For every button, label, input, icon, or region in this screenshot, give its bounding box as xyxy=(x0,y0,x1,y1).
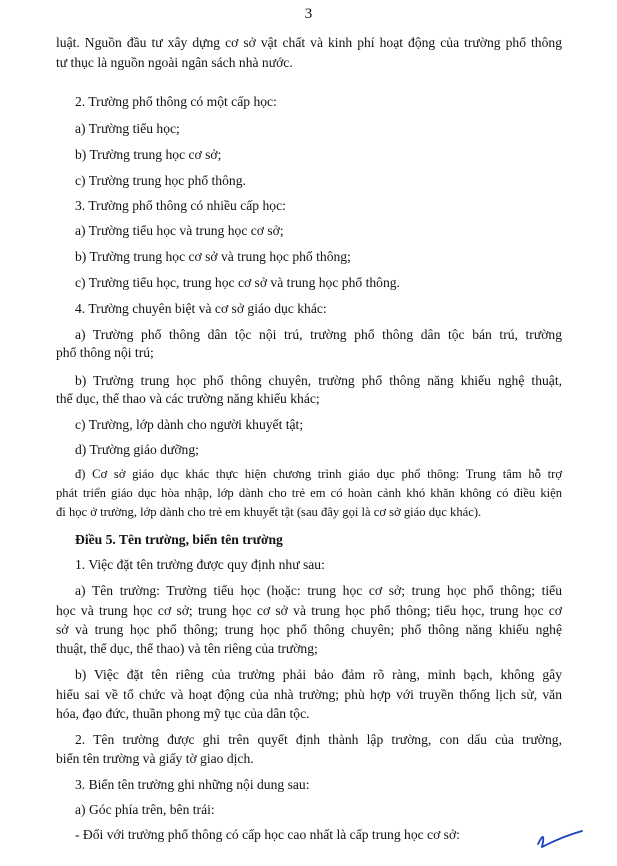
list-item: - Đối với trường phổ thông có cấp học cao nhất là cấp trung học cơ sở: xyxy=(75,827,460,842)
list-item: c) Trường, lớp dành cho người khuyết tật; xyxy=(75,417,304,432)
list-item: b) Trường trung học cơ sở và trung học phổ thông; xyxy=(75,249,351,264)
list-item: d) Trường giáo dưỡng; xyxy=(75,442,199,457)
paragraph-line: học và trung học cơ sở; trung học cơ sở và trung học phổ thông; tiểu học, trung học cơ xyxy=(56,603,562,618)
list-item: a) Góc phía trên, bên trái: xyxy=(75,802,215,817)
list-item: đ) Cơ sở giáo dục khác thực hiện chương trình giáo dục phổ thông: Trung tâm hỗ trợ xyxy=(75,467,562,481)
paragraph-line: tư thục là nguồn ngoài ngân sách nhà nước. xyxy=(56,55,293,70)
list-item: b) Trường trung học phổ thông chuyên, trường phổ thông năng khiếu nghệ thuật, xyxy=(75,373,562,388)
article-heading: Điều 5. Tên trường, biển tên trường xyxy=(75,532,283,547)
paragraph-line: hóa, đạo đức, thuần phong mỹ tục của dân tộc. xyxy=(56,706,310,721)
section-item: 2. Tên trường được ghi trên quyết định thành lập trường, con dấu của trường, xyxy=(75,732,562,747)
paragraph-line: phổ thông nội trú; xyxy=(56,345,154,360)
list-item: a) Trường tiểu học; xyxy=(75,121,180,136)
section-item: 3. Trường phổ thông có nhiều cấp học: xyxy=(75,198,286,213)
paragraph-line: luật. Nguồn đầu tư xây dựng cơ sở vật chất và kinh phí hoạt động của trường phổ thông xyxy=(56,35,562,50)
list-item: a) Trường tiểu học và trung học cơ sở; xyxy=(75,223,284,238)
list-item: c) Trường tiểu học, trung học cơ sở và trung học phổ thông. xyxy=(75,275,400,290)
list-item: a) Trường phổ thông dân tộc nội trú, trường phổ thông dân tộc bán trú, trường xyxy=(75,327,562,342)
paragraph-line: hiểu sai về tổ chức và hoạt động của nhà trường; phù hợp với truyền thống lịch sử, văn xyxy=(56,687,562,702)
page-number: 3 xyxy=(304,6,313,22)
paragraph-line: biển tên trường và giấy tờ giao dịch. xyxy=(56,751,254,766)
section-item: 4. Trường chuyên biệt và cơ sở giáo dục khác: xyxy=(75,301,327,316)
section-item: 3. Biển tên trường ghi những nội dung sau: xyxy=(75,777,310,792)
paragraph-line: phát triển giáo dục hòa nhập, lớp dành cho trẻ em có hoàn cảnh khó khăn không có điều kiện xyxy=(56,486,562,500)
paragraph-line: thể dục, thể thao và các trường năng khiếu khác; xyxy=(56,391,320,406)
list-item: c) Trường trung học phổ thông. xyxy=(75,173,246,188)
section-item: 2. Trường phổ thông có một cấp học: xyxy=(75,94,277,109)
initial-signature-mark xyxy=(536,826,586,850)
paragraph-line: sở và trung học phổ thông; trung học phổ thông chuyên; phổ thông năng khiếu nghệ xyxy=(56,622,562,637)
list-item: b) Trường trung học cơ sở; xyxy=(75,147,222,162)
list-item: a) Tên trường: Trường tiểu học (hoặc: trung học cơ sở; trung học phổ thông; tiểu xyxy=(75,583,562,598)
section-item: 1. Việc đặt tên trường được quy định như sau: xyxy=(75,557,325,572)
paragraph-line: đi học ở trường, lớp dành cho trẻ em khuyết tật (sau đây gọi là cơ sở giáo dục khác). xyxy=(56,505,482,519)
paragraph-line: thuật, thể dục, thể thao) và tên riêng của trường; xyxy=(56,641,318,656)
list-item: b) Việc đặt tên riêng của trường phải bảo đảm rõ ràng, minh bạch, không gây xyxy=(75,667,562,682)
